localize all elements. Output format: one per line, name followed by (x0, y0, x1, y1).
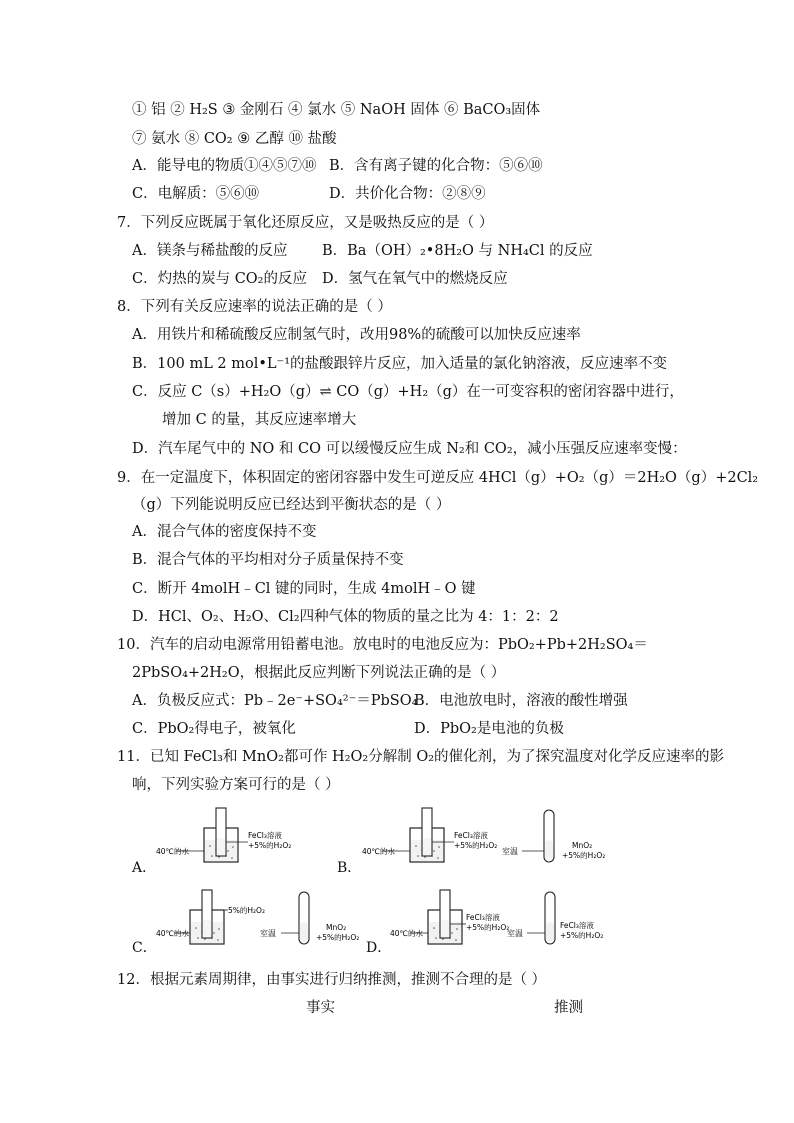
q9-stem-line2: （g）下列能说明反应已经达到平衡状态的是（ ） (132, 497, 451, 513)
q7-option-a: A．镁条与稀盐酸的反应 (132, 243, 288, 259)
q12-header-fact: 事实 (306, 1000, 335, 1016)
h2o2-only-text: 5%的H₂O₂ (228, 906, 265, 915)
h2o2-text: +5%的H₂O₂ (562, 851, 606, 860)
h2o2-text: +5%的H₂O₂ (454, 841, 498, 850)
water40-text: 40℃的水 (156, 847, 189, 856)
h2o2-text: +5%的H₂O₂ (316, 933, 360, 942)
q11-option-d-label: D． (366, 940, 392, 956)
q9-option-a: A．混合气体的密度保持不变 (132, 524, 317, 540)
fecl3-text: FeCl₃溶液 (560, 921, 594, 930)
q11-stem-line2: 响，下列实验方案可行的是（ ） (132, 777, 340, 793)
q7-stem: 7．下列反应既属于氧化还原反应，又是吸热反应的是（ ） (117, 215, 494, 231)
room-text: 室温 (502, 847, 518, 856)
q10-option-a: A．负极反应式：Pb﹣2e⁻+SO₄²⁻＝PbSO₄ (132, 693, 418, 709)
q6-items-line2: ⑦ 氨水 ⑧ CO₂ ⑨ 乙醇 ⑩ 盐酸 (132, 131, 337, 147)
q12-stem: 12．根据元素周期律，由事实进行归纳推测，推测不合理的是（ ） (117, 972, 547, 988)
q6-items-line1: ① 铝 ② H₂S ③ 金刚石 ④ 氯水 ⑤ NaOH 固体 ⑥ BaCO₃固体 (132, 102, 541, 118)
q10-stem-line1: 10．汽车的启动电源常用铅蓄电池。放电时的电池反应为：PbO₂+Pb+2H₂SO₄＝ (117, 637, 648, 653)
q11-figure-b (362, 806, 622, 868)
fecl3-text: FeCl₃溶液 (466, 913, 500, 922)
q11-option-b-label: B． (337, 860, 362, 876)
q10-option-c: C．PbO₂得电子，被氧化 (132, 721, 296, 737)
h2o2-text: +5%的H₂O₂ (466, 923, 510, 932)
q8-option-c-line1: C．反应 C（s）+H₂O（g）⇌ CO（g）+H₂（g）在一可变容积的密闭容器中进行， (132, 384, 684, 400)
q7-option-b: B．Ba（OH）₂•8H₂O 与 NH₄Cl 的反应 (322, 243, 593, 259)
q11-figure-d (390, 888, 620, 950)
q8-option-b: B．100 mL 2 mol•L⁻¹的盐酸跟锌片反应，加入适量的氯化钠溶液，反应速率不变 (132, 356, 668, 372)
q11-option-a-label: A． (132, 860, 157, 876)
q6-option-a: A．能导电的物质①④⑤⑦⑩ (132, 158, 317, 174)
h2o2-text: +5%的H₂O₂ (560, 931, 604, 940)
q10-stem-line2: 2PbSO₄+2H₂O，根据此反应判断下列说法正确的是（ ） (132, 665, 506, 681)
q6-option-b: B．含有离子键的化合物：⑤⑥⑩ (329, 158, 543, 174)
mno2-text: MnO₂ (572, 841, 593, 850)
q8-stem: 8．下列有关反应速率的说法正确的是（ ） (117, 299, 392, 315)
q9-stem-line1: 9．在一定温度下，体积固定的密闭容器中发生可逆反应 4HCl（g）+O₂（g）＝2H₂O（g）+2Cl₂ (117, 470, 759, 486)
room-text: 室温 (507, 929, 523, 938)
q6-option-d: D．共价化合物：②⑧⑨ (329, 186, 486, 202)
q11-stem-line1: 11．已知 FeCl₃和 MnO₂都可作 H₂O₂分解制 O₂的催化剂，为了探究温度对化学反应速率的影 (117, 749, 725, 765)
q11-option-c-label: C． (132, 940, 157, 956)
q7-option-c: C．灼热的炭与 CO₂的反应 (132, 271, 307, 287)
fecl3-text: FeCl₃溶液 (454, 831, 488, 840)
q8-option-d: D．汽车尾气中的 NO 和 CO 可以缓慢反应生成 N₂和 CO₂，减小压强反应速率变慢： (132, 441, 687, 457)
mno2-text: MnO₂ (326, 923, 347, 932)
water40-text: 40℃的水 (362, 847, 395, 856)
q8-option-a: A．用铁片和稀硫酸反应制氢气时，改用98%的硫酸可以加快反应速率 (132, 327, 581, 343)
h2o2-text: +5%的H₂O₂ (248, 841, 292, 850)
q11-figure-c (156, 888, 366, 950)
q8-option-c-line2: 增加 C 的量，其反应速率增大 (162, 412, 357, 428)
water40-text: 40℃的水 (390, 929, 423, 938)
water40-text: 40℃的水 (156, 929, 189, 938)
q9-option-b: B．混合气体的平均相对分子质量保持不变 (132, 552, 404, 568)
q9-option-d: D．HCl、O₂、H₂O、Cl₂四种气体的物质的量之比为 4：1：2：2 (132, 609, 559, 625)
q9-option-c: C．断开 4molH﹣Cl 键的同时，生成 4molH﹣O 键 (132, 581, 476, 597)
q12-header-guess: 推测 (554, 1000, 583, 1016)
q10-option-b: B．电池放电时，溶液的酸性增强 (414, 693, 628, 709)
room-text: 室温 (260, 929, 276, 938)
q11-figure-a (156, 806, 316, 868)
q6-option-c: C．电解质：⑤⑥⑩ (132, 186, 260, 202)
fecl3-text: FeCl₃溶液 (248, 831, 282, 840)
q7-option-d: D．氢气在氧气中的燃烧反应 (322, 271, 508, 287)
q10-option-d: D．PbO₂是电池的负极 (414, 721, 564, 737)
